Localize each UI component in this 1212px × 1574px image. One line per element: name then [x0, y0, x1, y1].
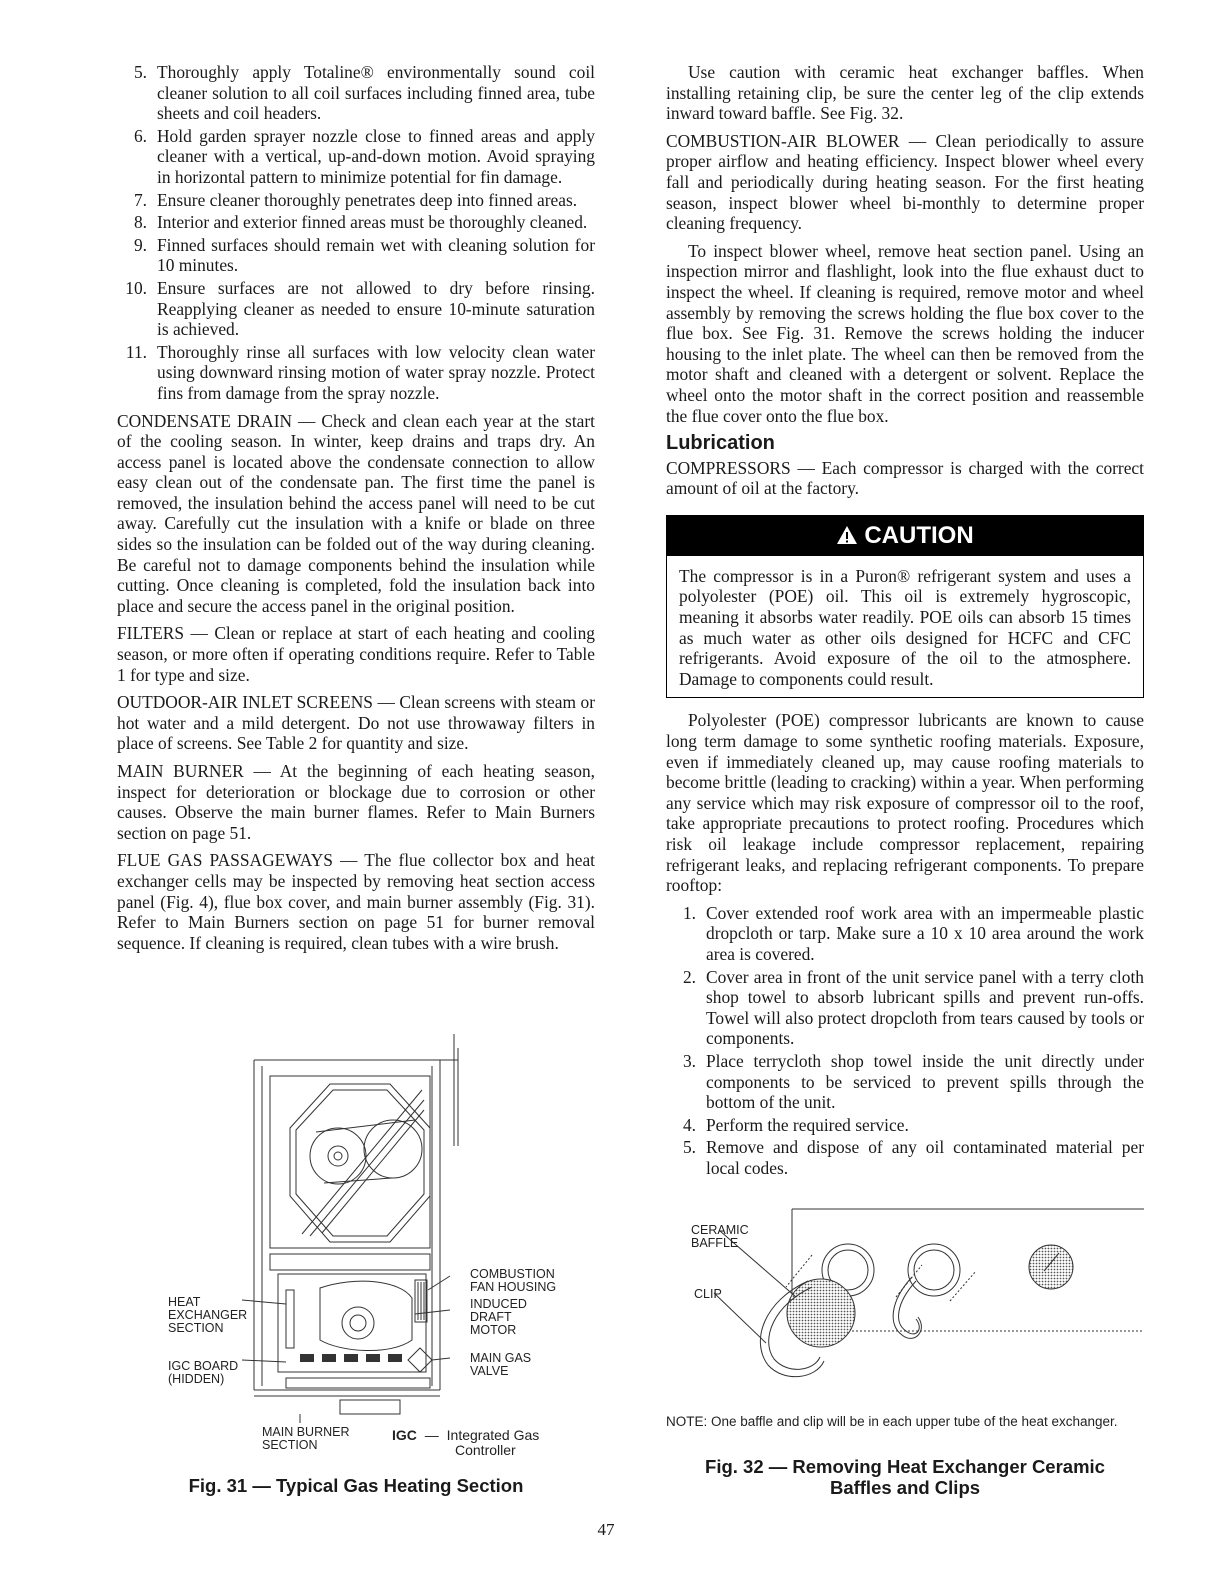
- step-number: 6.: [133, 125, 147, 146]
- inspect-paragraph: To inspect blower wheel, remove heat section panel. Using an inspection mirror and flashlight, look into the flue exhaust duct to inspect the wheel. If cleaning is required, remove motor and wheel assembly by removing the screws holding the flue box cover to the flue box. See Fig. 31. Remove the screws holding the inducer housing to the inlet plate. The wheel can then be removed from the motor shaft and cleaned with a detergent or solvent. Replace the wheel onto the motor shaft in the correct position and reassemble the flue cover onto the flue box.: [666, 240, 1144, 426]
- main-burner-paragraph: MAIN BURNER — At the beginning of each heating season, inspect for deterioration or blockage due to corrosion or other causes. Observe the main burner flames. Refer to Main Burners section on page 51.: [117, 761, 595, 843]
- step-text: Place terrycloth shop towel inside the unit directly under components to be serviced to prevent spills through the bottom of the unit.: [706, 1050, 1144, 1113]
- list-item: [666, 967, 1144, 1049]
- step-number: 1.: [682, 902, 696, 923]
- list-item: [666, 1051, 1144, 1113]
- outdoor-air-paragraph: OUTDOOR-AIR INLET SCREENS — Clean screens with steam or hot water and a mild detergent. Do not use throwaway filters in place of screens. See Table 2 for quantity and size.: [117, 692, 595, 754]
- step-text: Thoroughly rinse all surfaces with low velocity clean water using downward rinsing motion of water spray nozzle. Protect fins from damage from the spray nozzle.: [157, 341, 595, 403]
- step-number: 5.: [682, 1137, 696, 1158]
- list-item: [666, 1137, 1144, 1178]
- filters-paragraph: FILTERS — Clean or replace at start of each heating and cooling season, or more often if operating conditions require. Refer to Table 1 for type and size.: [117, 623, 595, 685]
- warning-triangle-icon: [836, 525, 858, 545]
- lubrication-heading: Lubrication: [666, 432, 775, 455]
- gas-heating-section-illustration: [240, 1028, 470, 1423]
- fig32-title: Fig. 32 — Removing Heat Exchanger Ceramic Baffles and Clips: [705, 1456, 1105, 1498]
- step-number: 2.: [682, 966, 696, 987]
- list-item: [117, 342, 595, 404]
- step-number: 8.: [133, 212, 147, 233]
- list-item: [666, 1115, 1144, 1136]
- step-number: 11.: [125, 341, 147, 362]
- caution-title: CAUTION: [864, 521, 974, 549]
- list-item: [117, 235, 595, 276]
- step-text: Remove and dispose of any oil contaminated material per local codes.: [706, 1137, 1144, 1178]
- step-number: 7.: [133, 189, 147, 210]
- callout-clip: CLIP: [694, 1287, 722, 1301]
- callout-main-gas-valve: MAIN GAS VALVE: [470, 1351, 532, 1378]
- step-text: Interior and exterior finned areas must be thoroughly cleaned.: [157, 212, 588, 233]
- list-item: [666, 903, 1144, 965]
- list-item: [117, 278, 595, 340]
- coil-cleaning-steps: [117, 62, 595, 404]
- step-text: Ensure cleaner thoroughly penetrates deep into finned areas.: [157, 189, 578, 210]
- caution-body: The compressor is in a Puron® refrigerant system and uses a polyolester (POE) oil. This oil is extremely hygroscopic, meaning it absorbs water readily. POE oils can absorb 15 times as much water as other oils designed for HCFC and CFC refrigerants. Avoid exposure of the oil to the atmosphere. Damage to components could result.: [679, 565, 1131, 689]
- list-item: [117, 190, 595, 211]
- step-number: 9.: [133, 234, 147, 255]
- callout-ceramic-baffle: CERAMIC BAFFLE: [691, 1223, 749, 1250]
- igc-legend-dash: —: [424, 1427, 439, 1443]
- step-text: Perform the required service.: [706, 1114, 909, 1135]
- poe-paragraph: Polyolester (POE) compressor lubricants are known to cause long term damage to some synthetic roofing materials. Exposure, even if immediately cleaned up, may cause roofing materials to become brittle (leading to cracking) within a year. When performing any service which may risk exposure of compressor oil to the roof, take appropriate precautions to protect roofing. Procedures which risk oil leakage include compressor replacement, repairing refrigerant leaks, and replacing refrigerant components. To prepare rooftop:: [666, 710, 1144, 896]
- baffles-paragraph: Use caution with ceramic heat exchanger baffles. When installing retaining clip, be sure the center leg of the clip extends inward toward baffle. See Fig. 32.: [666, 62, 1144, 124]
- fig31-title: Fig. 31 — Typical Gas Heating Section: [188, 1475, 524, 1496]
- list-item: [117, 212, 595, 233]
- rooftop-prep-steps: [666, 903, 1144, 1179]
- step-text: Cover area in front of the unit service panel with a terry cloth shop towel to absorb lubricant spills and prevent run-offs. Towel will also protect dropcloth from tears caused by tools or components.: [706, 966, 1144, 1049]
- igc-legend-text-1: Integrated Gas: [446, 1427, 540, 1443]
- page-number: 47: [597, 1520, 615, 1539]
- igc-legend: [392, 1428, 539, 1458]
- caution-box: [666, 515, 1144, 699]
- list-item: [117, 126, 595, 188]
- step-number: 4.: [682, 1114, 696, 1135]
- left-column: [117, 62, 595, 960]
- step-text: Cover extended roof work area with an impermeable plastic dropcloth or tarp. Make sure a 10 x 10 area around the work area is covered.: [706, 902, 1144, 964]
- step-number: 5.: [133, 62, 147, 82]
- step-text: Thoroughly apply Totaline® environmentally sound coil cleaner solution to all coil surfaces including finned area, tube sheets and coil headers.: [157, 62, 595, 124]
- igc-legend-text-2: Controller: [455, 1442, 516, 1458]
- fig32-note: NOTE: One baffle and clip will be in each upper tube of the heat exchanger.: [666, 1414, 1118, 1429]
- callout-igc-board: IGC BOARD (HIDDEN): [168, 1359, 239, 1386]
- blower-paragraph: COMBUSTION-AIR BLOWER — Clean periodically to assure proper airflow and heating efficiency. Inspect blower wheel every fall and periodically during heating season. For the first heating season, inspect blower wheel bi-monthly to determine proper cleaning frequency.: [666, 130, 1144, 234]
- step-number: 10.: [125, 277, 147, 298]
- fig31-drawing: [240, 1028, 470, 1423]
- compressors-paragraph: COMPRESSORS — Each compressor is charged with the correct amount of oil at the factory.: [666, 457, 1144, 499]
- condensate-drain-paragraph: CONDENSATE DRAIN — Check and clean each year at the start of the cooling season. In winter, keep drains and traps dry. An access panel is located above the condensate connection to allow easy clean out of the condensate pan. The first time the panel is removed, the insulation behind the access panel will need to be cut away. Carefully cut the insulation with a knife or blade on three sides so the insulation can be folded out of the way during cleaning. Be careful not to damage components behind the insulation while cutting. Once cleaning is completed, fold the insulation back into place and secure the access panel in the original position.: [117, 410, 595, 616]
- list-item: [117, 62, 595, 124]
- step-text: Hold garden sprayer nozzle close to finned areas and apply cleaner with a vertical, up-and-down motion. Avoid spraying in horizontal pattern to minimize potential for fin damage.: [157, 125, 595, 187]
- step-text: Ensure surfaces are not allowed to dry before rinsing. Reapplying cleaner as needed to ensure 10-minute saturation is achieved.: [157, 277, 595, 340]
- flue-gas-paragraph: FLUE GAS PASSAGEWAYS — The flue collector box and heat exchanger cells may be inspected by removing heat section access panel (Fig. 4), flue box cover, and main burner assembly (Fig. 31). Refer to Main Burners section on page 51 for burner removal sequence. If cleaning is required, clean tubes with a wire brush.: [117, 850, 595, 953]
- callout-main-burner-section: MAIN BURNER SECTION: [262, 1425, 350, 1452]
- callout-induced-draft-motor: INDUCED DRAFT MOTOR: [470, 1297, 527, 1337]
- right-column: [666, 62, 1144, 1186]
- step-number: 3.: [682, 1050, 696, 1071]
- callout-combustion-fan-housing: COMBUSTION FAN HOUSING: [470, 1267, 557, 1294]
- step-text: Finned surfaces should remain wet with cleaning solution for 10 minutes.: [157, 234, 595, 276]
- callout-heat-exchanger-section: HEAT EXCHANGER SECTION: [168, 1295, 248, 1335]
- igc-legend-abbr: IGC: [392, 1427, 417, 1443]
- caution-header: [667, 516, 1143, 556]
